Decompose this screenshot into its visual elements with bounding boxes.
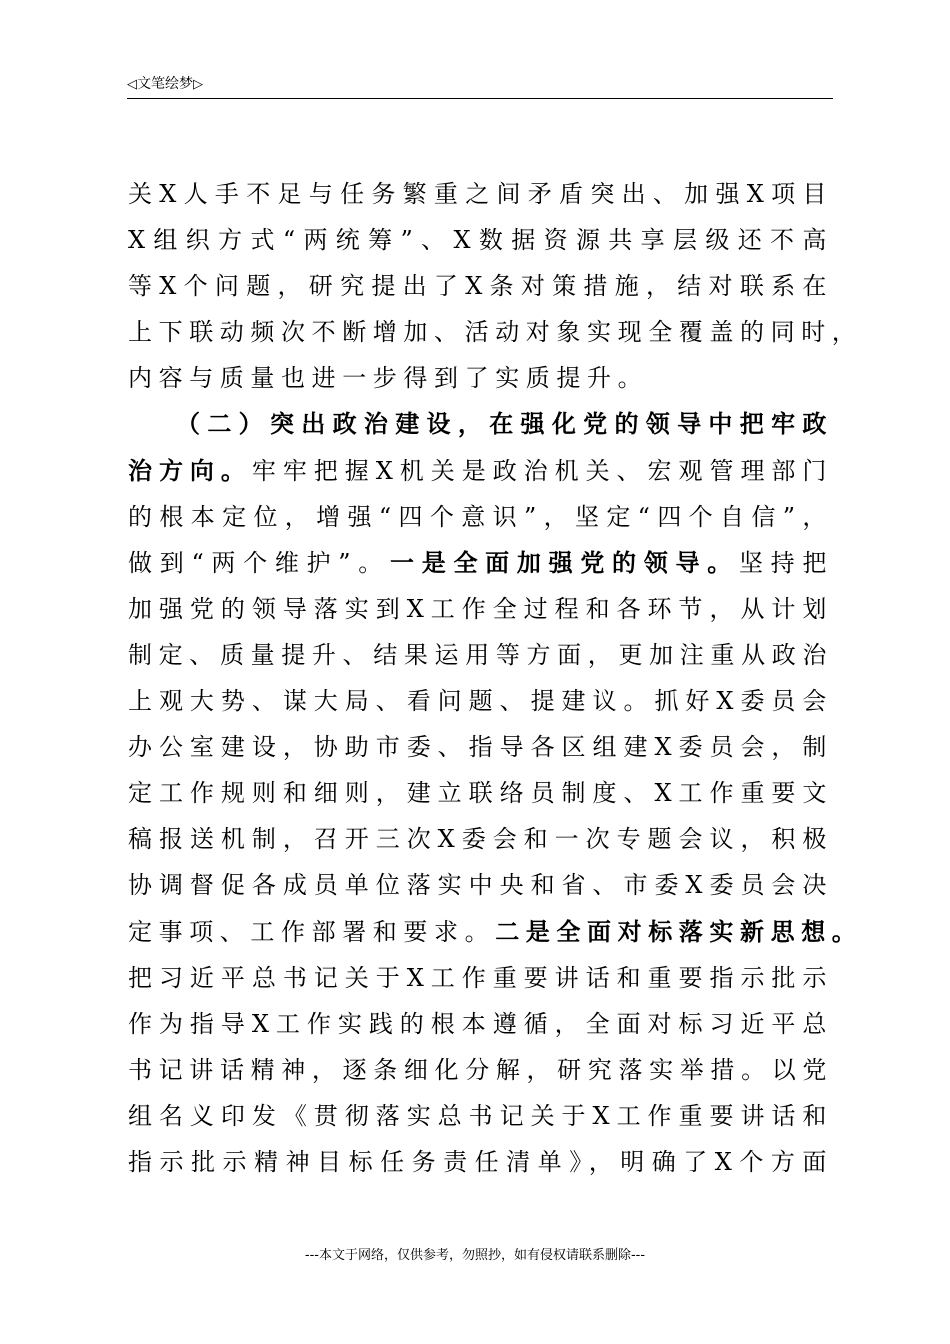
text-line: 定工作规则和细则，建立联络员制度、X工作重要文 bbox=[128, 779, 833, 808]
page-header bbox=[127, 74, 833, 99]
document-body bbox=[128, 171, 863, 1185]
left-triangle-icon: ◁ bbox=[127, 77, 137, 92]
text-line: 书记讲话精神，逐条细化分解，研究落实举措。以党 bbox=[128, 1055, 833, 1084]
text-line: 稿报送机制，召开三次X委会和一次专题会议，积极 bbox=[128, 825, 833, 854]
text-line: 把习近平总书记关于X工作重要讲话和重要指示批示 bbox=[128, 963, 833, 992]
section-heading: （二）突出政治建设，在强化党的领导中把牢政 bbox=[176, 409, 833, 439]
text-line: 等X个问题，研究提出了X条对策措施，结对联系在 bbox=[128, 272, 833, 301]
text-line bbox=[128, 448, 833, 494]
text-line: 制定、质量提升、结果运用等方面，更加注重从政治 bbox=[128, 640, 833, 669]
right-triangle-icon: ▷ bbox=[193, 77, 203, 92]
text-line: X组织方式“两统筹”、X数据资源共享层级还不高 bbox=[128, 226, 833, 255]
text-line: 指示批示精神目标任务责任清单》，明确了X个方面 bbox=[128, 1147, 833, 1176]
page-footer: ---本文于网络，仅供参考，勿照抄，如有侵权请联系删除--- bbox=[304, 1248, 646, 1263]
point-one-heading: 一是全面加强党的领导。 bbox=[390, 547, 739, 577]
text-line: 上观大势、谋大局、看问题、提建议。抓好X委员会 bbox=[128, 687, 833, 716]
text-line: 作为指导X工作实践的根本遵循，全面对标习近平总 bbox=[128, 1009, 833, 1038]
text-segment: 做到“两个维护”。 bbox=[128, 548, 391, 577]
text-line bbox=[128, 540, 833, 586]
section-heading-end: 治方向。 bbox=[128, 455, 252, 485]
header-title: 文笔绘梦 bbox=[137, 76, 193, 92]
text-line: 加强党的领导落实到X工作全过程和各环节，从计划 bbox=[128, 594, 833, 623]
text-line: 组名义印发《贯彻落实总书记关于X工作重要讲话和 bbox=[128, 1101, 833, 1130]
text-segment: 坚持把 bbox=[738, 548, 833, 577]
text-line bbox=[128, 909, 863, 955]
text-line: 关X人手不足与任务繁重之间矛盾突出、加强X项目 bbox=[128, 180, 833, 208]
text-line: 协调督促各成员单位落实中央和省、市委X委员会决 bbox=[128, 871, 833, 900]
text-segment: 牢牢把握X机关是政治机关、宏观管理部门 bbox=[251, 456, 833, 485]
text-segment: 定事项、工作部署和要求。 bbox=[128, 917, 496, 946]
text-line: 内容与质量也进一步得到了实质提升。 bbox=[128, 364, 649, 393]
text-line: 上下联动频次不断增加、活动对象实现全覆盖的同时， bbox=[128, 318, 863, 347]
text-line: 办公室建设，协助市委、指导各区组建X委员会，制 bbox=[128, 733, 833, 762]
point-two-heading: 二是全面对标落实新思想。 bbox=[495, 916, 863, 946]
text-line: 的根本定位，增强“四个意识”，坚定“四个自信”， bbox=[128, 502, 833, 531]
